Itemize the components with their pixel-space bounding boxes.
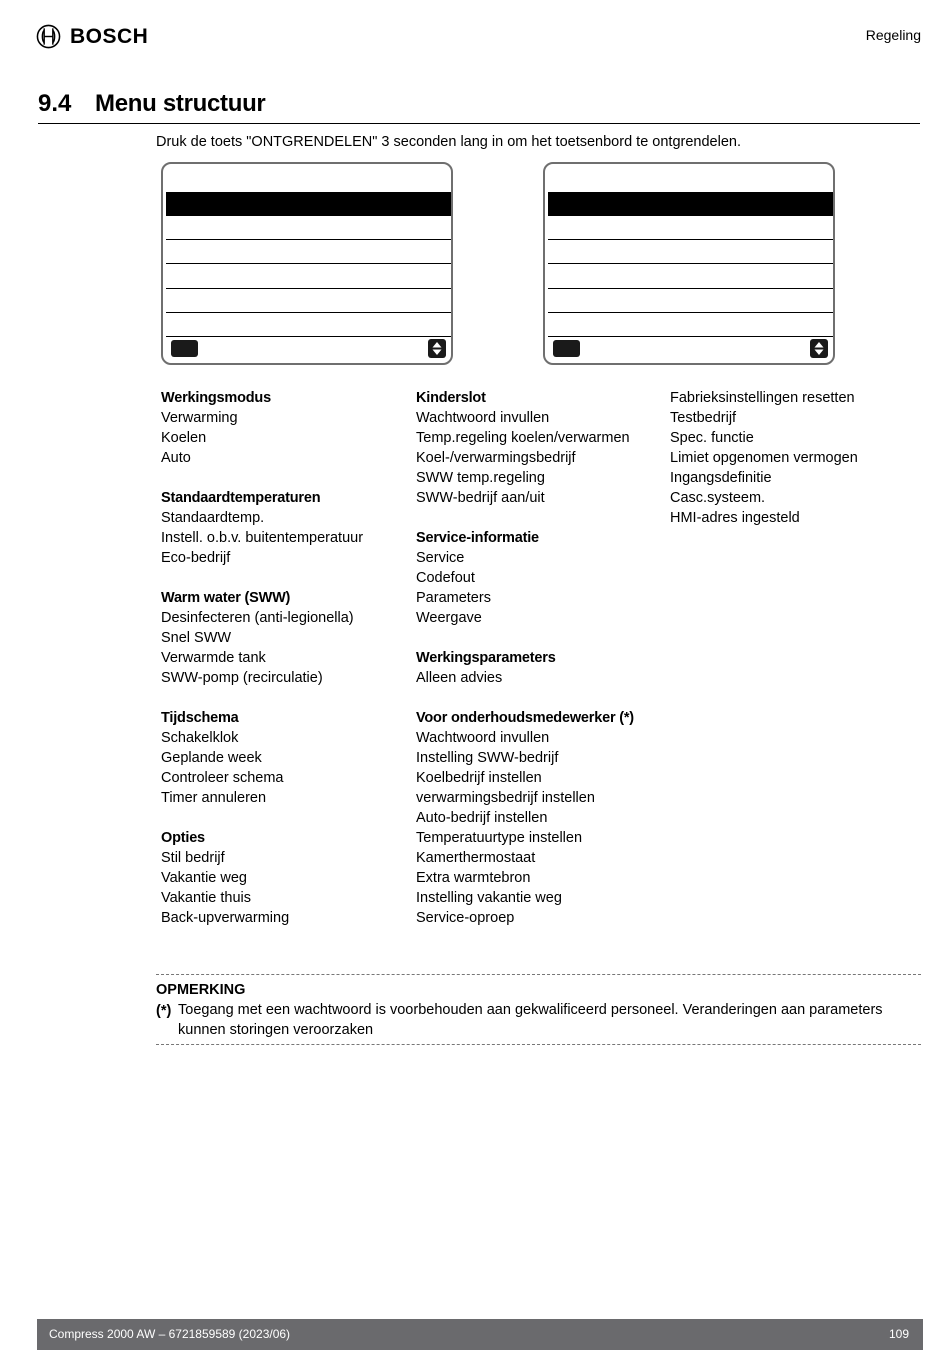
menu-group [161,488,411,568]
menu-item: Back-upverwarming [161,910,290,926]
display-row [166,216,451,240]
display-row [166,313,451,337]
menu-item: Koel-/verwarmingsbedrijf [416,450,576,466]
menu-group-title: Opties [161,830,205,846]
menu-item: Verwarming [161,410,238,426]
menu-item: Desinfecteren (anti-legionella) [161,610,354,626]
menu-group [161,828,411,928]
menu-item: Instelling SWW-bedrijf [416,750,559,766]
menu-item: Geplande week [161,750,262,766]
menu-item: Testbedrijf [670,410,737,426]
display-row [548,313,833,337]
menu-item: Casc.systeem. [670,490,766,506]
menu-item: Koelbedrijf instellen [416,770,542,786]
menu-group-title: Standaardtemperaturen [161,490,321,506]
display-row-selected [166,192,451,216]
note-box [156,974,921,1045]
menu-group [416,528,670,628]
menu-item: Service [416,550,465,566]
menu-item: Vakantie thuis [161,890,252,906]
bosch-armature-logo-icon [36,24,61,49]
section-heading [38,89,920,124]
display-softkey-button [171,340,198,357]
display-row [166,265,451,289]
menu-item: Snel SWW [161,630,232,646]
menu-group [670,388,930,528]
menu-item: Instelling vakantie weg [416,890,562,906]
up-down-arrows-icon [428,339,446,358]
menu-group-title: Kinderslot [416,390,486,406]
page-number: 109 [888,1327,909,1341]
menu-item: Instell. o.b.v. buitentemperatuur [161,530,364,546]
menu-item: Temp.regeling koelen/verwarmen [416,430,630,446]
display-softkey-button [553,340,580,357]
menu-item: Temperatuurtype instellen [416,830,583,846]
menu-item: Eco-bedrijf [161,550,231,566]
menu-item: Schakelklok [161,730,239,746]
menu-column-1 [161,388,411,948]
menu-column-2 [416,388,670,948]
menu-item: Stil bedrijf [161,850,225,866]
menu-group [161,388,411,468]
menu-item: HMI-adres ingesteld [670,510,800,526]
menu-group [161,708,411,808]
menu-group [416,648,670,688]
menu-group-title: Tijdschema [161,710,239,726]
page-header [0,0,950,70]
menu-item: Ingangsdefinitie [670,470,772,486]
menu-item: SWW-pomp (recirculatie) [161,670,323,686]
brand-name: BOSCH [70,25,149,48]
menu-item: Service-oproep [416,910,515,926]
menu-item: Verwarmde tank [161,650,266,666]
menu-item: Kamerthermostaat [416,850,536,866]
menu-column-3 [670,388,930,548]
section-number: 9.4 [38,90,72,117]
page-footer [37,1319,923,1350]
menu-item: Timer annuleren [161,790,267,806]
menu-item: Parameters [416,590,491,606]
menu-item: Extra warmtebron [416,870,531,886]
menu-group-title: Voor onderhoudsmedewerker (*) [416,710,634,726]
note-text: Toegang met een wachtwoord is voorbehouden aan gekwalificeerd personeel. Veranderingen aan parameters kunnen storingen veroorzaken [178,1002,883,1038]
display-row [166,289,451,313]
menu-group-title: Warm water (SWW) [161,590,291,606]
menu-item: verwarmingsbedrijf instellen [416,790,595,806]
menu-group [161,588,411,688]
menu-item: Alleen advies [416,670,503,686]
menu-item: Vakantie weg [161,870,247,886]
menu-item: Auto-bedrijf instellen [416,810,548,826]
display-row [166,240,451,264]
menu-group-title: Service-informatie [416,530,539,546]
menu-item: Weergave [416,610,482,626]
intro-text: Druk de toets "ONTGRENDELEN" 3 seconden lang in om het toetsenbord te ontgrendelen. [156,134,741,150]
menu-item: Spec. functie [670,430,754,446]
up-down-arrows-icon [810,339,828,358]
menu-item: Codefout [416,570,475,586]
menu-group-title: Werkingsparameters [416,650,556,666]
menu-item: Controleer schema [161,770,284,786]
menu-item: Wachtwoord invullen [416,410,550,426]
display-row [548,240,833,264]
menu-item: SWW temp.regeling [416,470,545,486]
menu-item: SWW-bedrijf aan/uit [416,490,545,506]
menu-group [416,388,670,508]
menu-item: Auto [161,450,191,466]
menu-group [416,708,670,928]
display-row [548,216,833,240]
section-label: Regeling [865,27,921,43]
footer-document-id: Compress 2000 AW – 6721859589 (2023/06) [49,1327,291,1341]
menu-group-title: Werkingsmodus [161,390,271,406]
display-screen-left [161,162,453,365]
menu-item: Standaardtemp. [161,510,265,526]
display-screen-right [543,162,835,365]
menu-item: Fabrieksinstellingen resetten [670,390,855,406]
display-row-selected [548,192,833,216]
display-row [548,265,833,289]
menu-item: Wachtwoord invullen [416,730,550,746]
note-title: OPMERKING [156,982,246,998]
menu-item: Koelen [161,430,207,446]
display-row [548,289,833,313]
section-title: Menu structuur [95,90,266,117]
menu-item: Limiet opgenomen vermogen [670,450,858,466]
note-marker: (*) [156,1003,172,1019]
